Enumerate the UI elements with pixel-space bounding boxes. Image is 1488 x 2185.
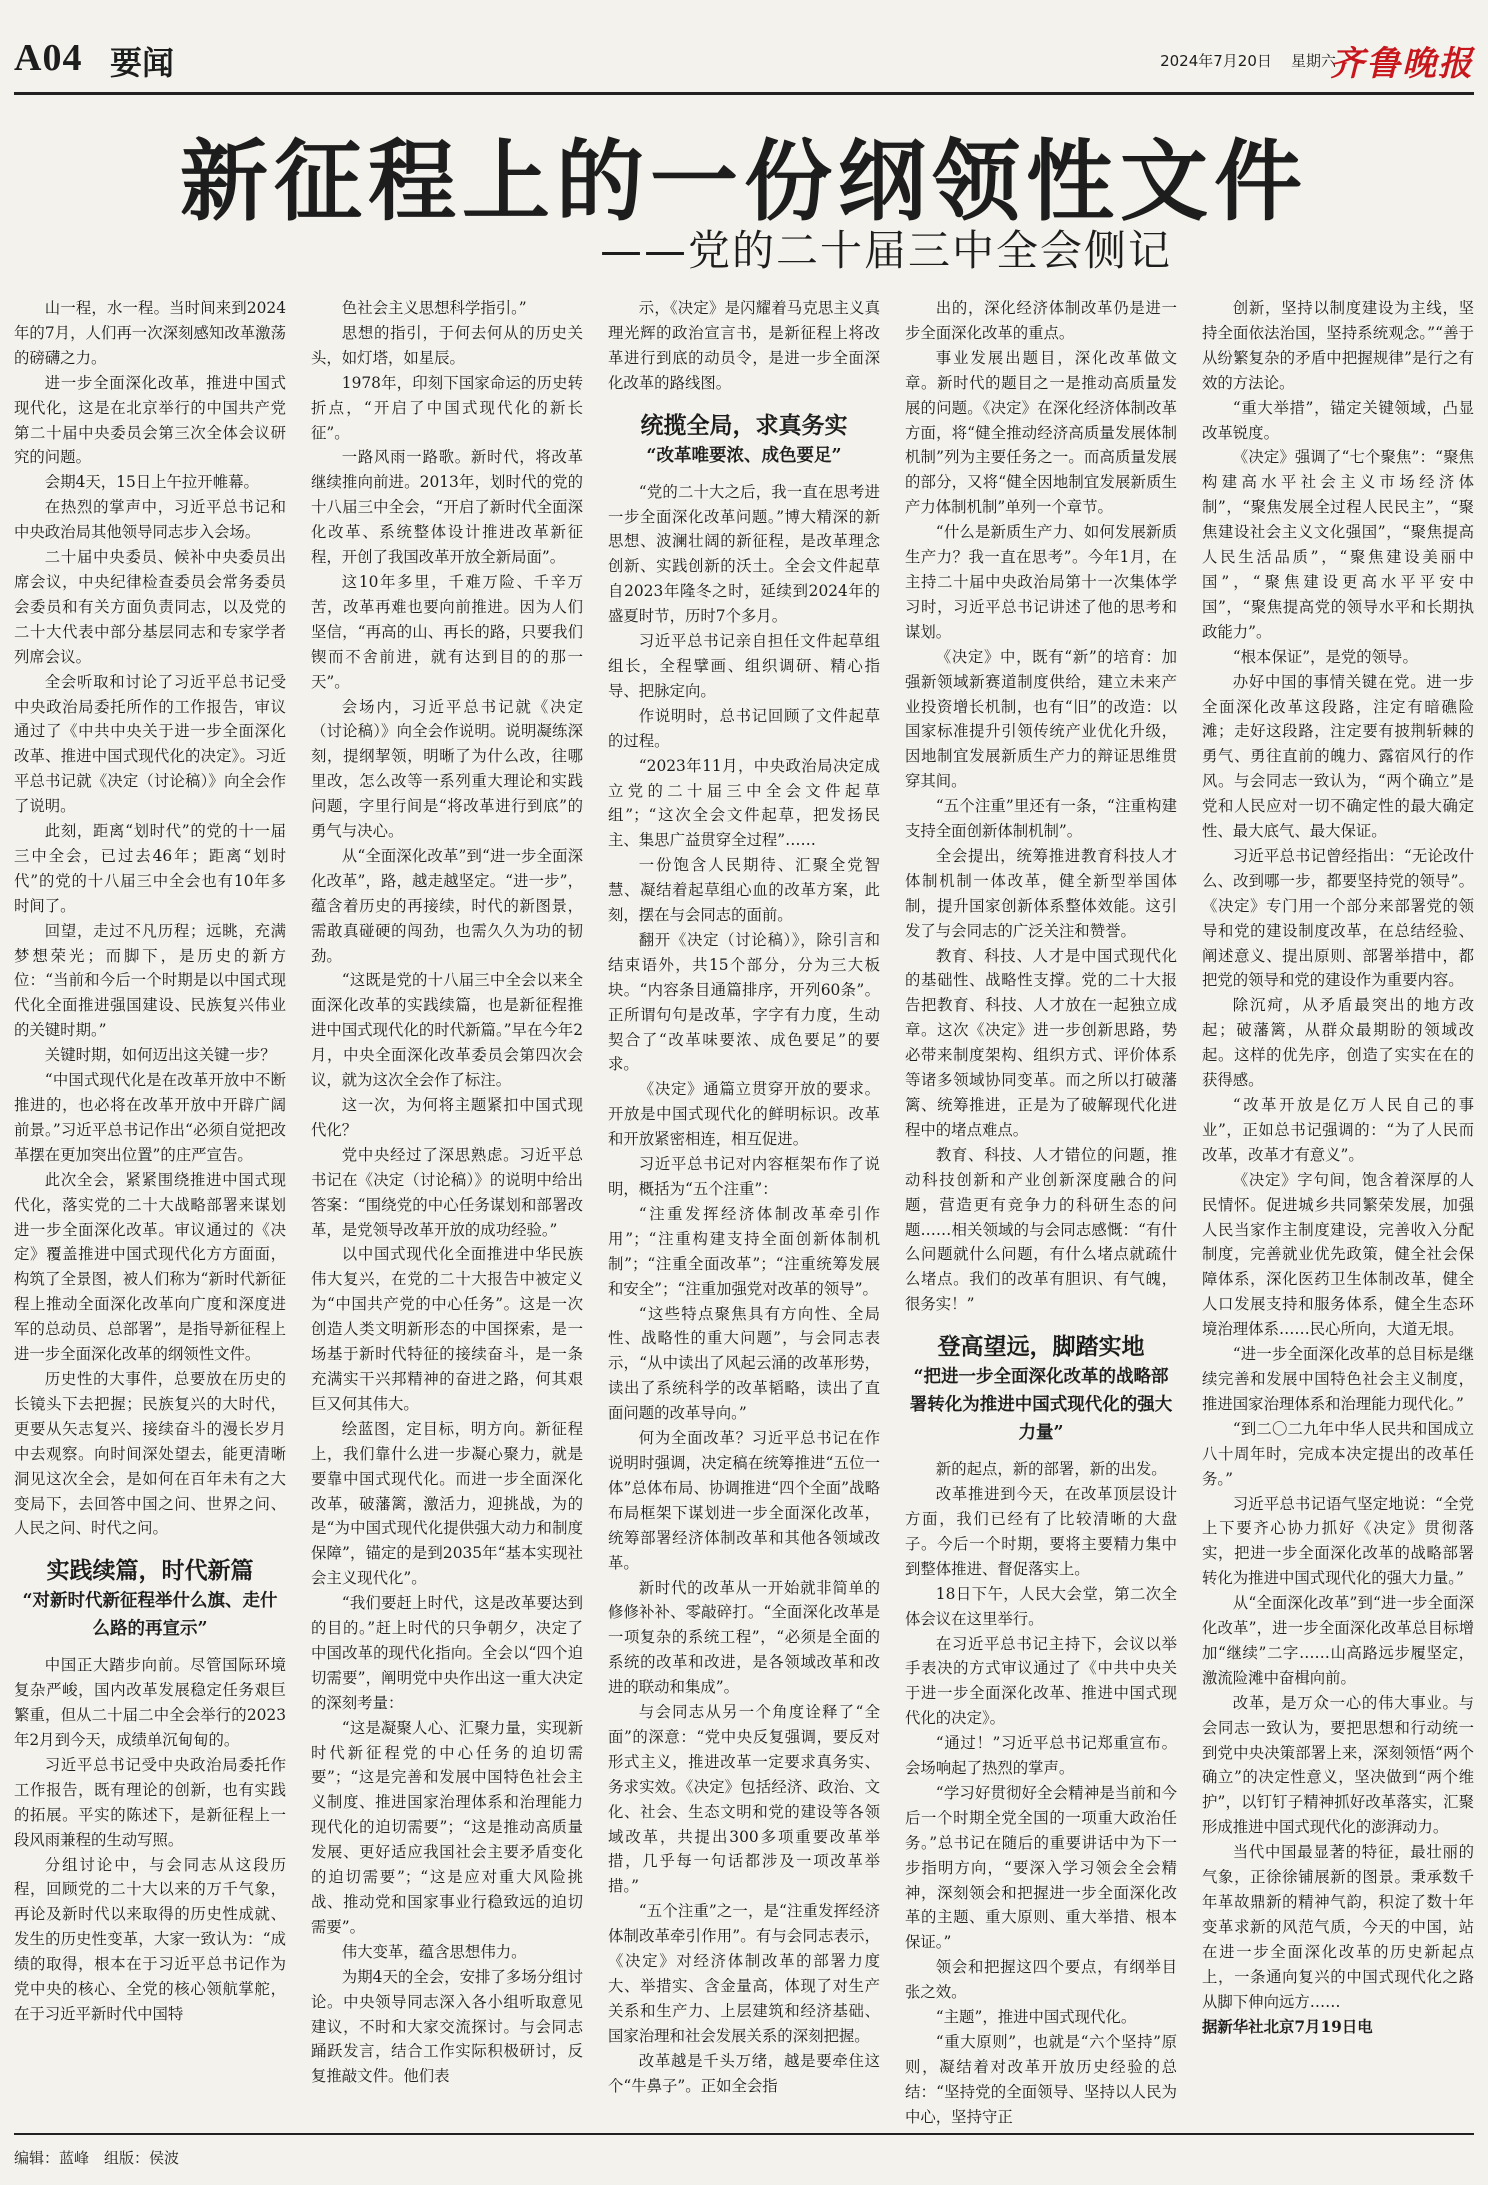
article-paragraph: 《决定》中，既有“新”的培育：加强新领域新赛道制度供给，建立未来产业投资增长机制，也有“旧”的改造：以国家标准提升引领传统产业优化升级，因地制宜发展新质生产力的辩证思维贯穿其间。: [905, 647, 1177, 791]
article-paragraph: 改革，是万众一心的伟大事业。与会同志一致认为，要把思想和行动统一到党中央决策部署上来，深刻领悟“两个确立”的决定性意义，坚决做到“两个维护”，以钉钉子精神抓好改革落实，汇聚形成推进中国式现代化的澎湃动力。: [1202, 1693, 1474, 1837]
article-paragraph: 领会和把握这四个要点，有纲举目张之效。: [905, 1958, 1177, 2002]
newspaper-logo: 齐鲁晚报: [1330, 44, 1474, 84]
article-paragraph: 在热烈的掌声中，习近平总书记和中央政治局其他领导同志步入会场。: [14, 498, 286, 542]
article-paragraph: “进一步全面深化改革的总目标是继续完善和发展中国特色社会主义制度，推进国家治理体系和治理能力现代化。”: [1202, 1345, 1474, 1413]
article-paragraph: 1978年，印刻下国家命运的历史转折点，“开启了中国式现代化的新长征”。: [311, 373, 583, 442]
article-paragraph: 新的起点，新的部署，新的出发。: [935, 1460, 1167, 1479]
article-paragraph: 这10年多里，千难万险、千辛万苦，改革再难也要向前推进。因为人们坚信，“再高的山、再长的路，只要我们锲而不舍前进，就有达到目的的那一天”。: [311, 572, 583, 691]
article-paragraph: “什么是新质生产力、如何发展新质生产力？我一直在思考”。今年1月，在主持二十届中央政治局第十一次集体学习时，习近平总书记讲述了他的思考和谋划。: [905, 523, 1177, 641]
headline-title: 新征程上的一份纲领性文件: [179, 129, 1308, 233]
article-column-3: [608, 296, 880, 2114]
article-paragraph: “中国式现代化是在改革开放中不断推进的，也必将在改革开放中开辟广阔前景。”习近平总书记作出“必须自觉把改革摆在更加突出位置”的庄严宣告。: [14, 1071, 286, 1164]
article-paragraph: 此刻，距离“划时代”的党的十一届三中全会，已过去46年；距离“划时代”的党的十八届三中全会也有10年多时间了。: [14, 822, 286, 915]
article-paragraph: 从“全面深化改革”到“进一步全面深化改革”，路，越走越坚定。“进一步”，蕴含着历史的再接续，时代的新图景，需敢真碰硬的闯劲，也需久久为功的韧劲。: [311, 846, 583, 965]
article-paragraph: 一路风雨一路歌。新时代，将改革继续推向前进。2013年，划时代的党的十八届三中全会，“开启了新时代全面深化改革、系统整体设计推进改革新征程，开创了我国改革开放全新局面”。: [311, 448, 583, 567]
article-column-4: [905, 296, 1177, 2126]
article-paragraph: 全会听取和讨论了习近平总书记受中央政治局委托所作的工作报告，审议通过了《中共中央关于进一步全面深化改革、推进中国式现代化的决定》。习近平总书记就《决定（讨论稿）》向全会作了说明。: [14, 672, 286, 816]
section-subheading: [14, 1555, 286, 1643]
subheading-quote: “改革唯要浓、成色要足”: [646, 445, 842, 466]
article-paragraph: 除沉疴，从矛盾最突出的地方改起；破藩篱，从群众最期盼的领域改起。这样的优先序，创造了实实在在的获得感。: [1202, 996, 1474, 1090]
article-paragraph: “五个注重”里还有一条，“注重构建支持全面创新体制机制”。: [905, 797, 1177, 841]
article-paragraph: 改革越是千头万绪，越是要牵住这个“牛鼻子”。正如全会指: [608, 2051, 880, 2095]
article-paragraph: 事业发展出题目，深化改革做文章。新时代的题目之一是推动高质量发展的问题。《决定》在深化经济体制改革方面，将“健全推动经济高质量发展体制机制”列为主要任务之一。而高质量发展的部分，又将“健全因地制宜发展新质生产力体制机制”单列一个章节。: [905, 348, 1177, 517]
article-paragraph: 进一步全面深化改革，推进中国式现代化，这是在北京举行的中国共产党第二十届中央委员会第三次全体会议研究的问题。: [14, 373, 286, 467]
article-paragraph: 办好中国的事情关键在党。进一步全面深化改革这段路，注定有暗礁险滩；走好这段路，注定要有披荆斩棘的勇气、勇往直前的魄力、露宿风行的作风。与会同志一致认为，“两个确立”是党和人民应对一切不确定性的最大确定性、最大底气、最大保证。: [1202, 672, 1474, 841]
issue-date: 2024年7月20日: [1160, 52, 1272, 70]
article-paragraph: 当代中国最显著的特征，最壮丽的气象，正徐徐铺展新的图景。秉承数千年革故鼎新的精神气韵，积淀了数十年变革求新的风范气质，今天的中国，站在进一步全面深化改革的历史新起点上，一条通向复兴的中国式现代化之路从脚下伸向远方……: [1202, 1843, 1474, 2011]
article-paragraph: “党的二十大之后，我一直在思考进一步全面深化改革问题。”博大精深的新思想、波澜壮阔的新征程，是改革理念创新、实践创新的沃土。全会文件起草自2023年隆冬之时，延续到2024年的盛夏时节，历时7个多月。: [608, 482, 880, 626]
article-paragraph: 何为全面改革？习近平总书记在作说明时强调，决定稿在统筹推进“五位一体”总体布局、协调推进“四个全面”战略布局框架下谋划进一步全面深化改革，统筹部署经济体制改革和其他各领域改革。: [608, 1429, 880, 1572]
article-paragraph: 中国正大踏步向前。尽管国际环境复杂严峻，国内改革发展稳定任务艰巨繁重，但从二十届二中全会举行的2023年2月到今天，成绩单沉甸甸的。: [14, 1656, 286, 1750]
article-paragraph: 思想的指引，于何去何从的历史关头，如灯塔，如星辰。: [311, 323, 583, 367]
article-paragraph: 在习近平总书记主持下，会议以举手表决的方式审议通过了《中共中央关于进一步全面深化改革、推进中国式现代化的决定》。: [905, 1634, 1177, 1728]
article-paragraph: 分组讨论中，与会同志从这段历程，回顾党的二十大以来的万千气象，再论及新时代以来取得的历史性成就、发生的历史性变革，大家一致认为：“成绩的取得，根本在于习近平总书记作为党中央的核心、全党的核心领航掌舵，在于习近平新时代中国特: [14, 1855, 286, 2023]
article-paragraph: 为期4天的全会，安排了多场分组讨论。中央领导同志深入各小组听取意见建议，不时和大家交流探讨。与会同志踊跃发言，结合工作实际积极研讨，反复推敲文件。他们表: [311, 1967, 583, 2086]
article-paragraph: “这些特点聚焦具有方向性、全局性、战略性的重大问题”，与会同志表示，“从中读出了风起云涌的改革形势，读出了系统科学的改革韬略，读出了直面问题的改革导向。”: [608, 1304, 880, 1423]
article-paragraph: 历史性的大事件，总要放在历史的长镜头下去把握；民族复兴的大时代，更要从矢志复兴、接续奋斗的漫长岁月中去观察。向时间深处望去，能更清晰洞见这次全会，是如何在百年未有之大变局下，去回答中国之问、世界之问、人民之问、时代之问。: [14, 1369, 286, 1538]
article-paragraph: 会场内，习近平总书记就《决定（讨论稿）》向全会作说明。说明凝练深刻，提纲挈领，明晰了为什么改，往哪里改，怎么改等一系列重大理论和实践问题，字里行间是“将改革进行到底”的勇气与决心。: [311, 697, 583, 841]
article-paragraph: “根本保证”，是党的领导。: [1232, 647, 1418, 666]
article-paragraph: 绘蓝图，定目标，明方向。新征程上，我们靠什么进一步凝心聚力，就是要靠中国式现代化。而进一步全面深化改革，破藩篱，激活力，迎挑战，为的是“为中国式现代化提供强大动力和制度保障”，锚定的是到2035年“基本实现社会主义现代化”。: [311, 1419, 583, 1588]
article-paragraph: 习近平总书记对内容框架布作了说明，概括为“五个注重”：: [608, 1155, 880, 1198]
article-paragraph: “这既是党的十八届三中全会以来全面深化改革的实践续篇，也是新征程推进中国式现代化的时代新篇。”早在今年2月，中央全面深化改革委员会第四次会议，就为这次全会作了标注。: [311, 971, 583, 1090]
article-paragraph: 创新，坚持以制度建设为主线，坚持全面依法治国，坚持系统观念。”“善于从纷繁复杂的矛盾中把握规律”是行之有效的方法论。: [1202, 299, 1474, 392]
article-byline: 据新华社北京7月19日电: [1202, 2017, 1373, 2036]
article-paragraph: 《决定》通篇立贯穿开放的要求。开放是中国式现代化的鲜明标识。改革和开放紧密相连，相互促进。: [608, 1080, 880, 1149]
subheading-title: 登高望远，脚踏实地: [937, 1334, 1145, 1361]
article-paragraph: 18日下午，人民大会堂，第二次全体会议在这里举行。: [905, 1584, 1177, 1628]
article-paragraph: “学习好贯彻好全会精神是当前和今后一个时期全党全国的一项重大政治任务。”总书记在随后的重要讲话中为下一步指明方向，“要深入学习领会全会精神，深刻领会和把握进一步全面深化改革的主题、重大原则、重大举措、根本保证。”: [905, 1783, 1177, 1952]
subheading-quote: “把进一步全面深化改革的战略部署转化为推进中国式现代化的强大力量”: [909, 1367, 1173, 1444]
article-paragraph: 出的，深化经济体制改革仍是进一步全面深化改革的重点。: [905, 299, 1177, 342]
dateline: [1160, 50, 1336, 71]
article-paragraph: 示，《决定》是闪耀着马克思主义真理光辉的政治宣言书，是新征程上将改革进行到底的动员令，是进一步全面深化改革的路线图。: [608, 299, 880, 392]
issue-weekday: 星期六: [1290, 52, 1336, 70]
article-column-5: [1202, 296, 1474, 2114]
article-paragraph: 以中国式现代化全面推进中华民族伟大复兴，在党的二十大报告中被定义为“中国共产党的中心任务”。这是一次创造人类文明新形态的中国探索，是一场基于新时代特征的接续奋斗，是一条充满实干兴邦精神的奋进之路，何其艰巨又何其伟大。: [311, 1245, 583, 1413]
article-paragraph: 一份饱含人民期待、汇聚全党智慧、凝结着起草组心血的改革方案，此刻，摆在与会同志的面前。: [608, 856, 880, 925]
subheading-title: 统揽全局，求真务实: [640, 412, 848, 439]
article-paragraph: 作说明时，总书记回顾了文件起草的过程。: [608, 706, 880, 750]
headline-subtitle: ——党的二十届三中全会侧记: [600, 226, 1173, 275]
article-paragraph: “到二〇二九年中华人民共和国成立八十周年时，完成本决定提出的改革任务。”: [1202, 1419, 1474, 1488]
article-paragraph: 回望，走过不凡历程；远眺，充满梦想荣光；而脚下，是历史的新方位：“当前和今后一个时期是以中国式现代化全面推进强国建设、民族复兴伟业的关键时期。”: [14, 921, 286, 1040]
article-paragraph: 色社会主义思想科学指引。”: [341, 299, 527, 317]
article-paragraph: “注重发挥经济体制改革牵引作用”；“注重构建支持全面创新体制机制”；“注重全面改革”；“注重统筹发展和安全”；“注重加强党对改革的领导”。: [608, 1204, 880, 1298]
article-body: [14, 296, 1474, 2126]
article-paragraph: 教育、科技、人才是中国式现代化的基础性、战略性支撑。党的二十大报告把教育、科技、人才放在一起独立成章。这次《决定》进一步创新思路，势必带来制度架构、组织方式、评价体系等诸多领域协同变革。而之所以打破藩篱、统筹推进，正是为了破解现代化进程中的堵点难点。: [905, 946, 1177, 1139]
article-paragraph: 与会同志从另一个角度诠释了“全面”的深意：“党中央反复强调，要反对形式主义，推进改革一定要求真务实、务求实效。《决定》包括经济、政治、文化、社会、生态文明和党的建设等各领域改革，共提出300多项重要改革举措，几乎每一句话都涉及一项改革举措。”: [608, 1703, 880, 1896]
article-paragraph: 山一程，水一程。当时间来到2024年的7月，人们再一次深刻感知改革激荡的磅礴之力。: [14, 299, 286, 367]
article-paragraph: 教育、科技、人才错位的问题，推动科技创新和产业创新深度融合的问题，营造更有竞争力的科研生态的问题……相关领域的与会同志感慨：“有什么问题就什么问题，有什么堵点就疏什么堵点。我们的改革有胆识、有气魄，很务实！”: [905, 1145, 1177, 1314]
article-paragraph: “主题”，推进中国式现代化。: [935, 2008, 1137, 2027]
article-paragraph: 《决定》字句间，饱含着深厚的人民情怀。促进城乡共同繁荣发展，加强人民当家作主制度建设，完善收入分配制度，完善就业优先政策，健全社会保障体系，深化医药卫生体制改革，健全人口发展支持和服务体系，健全生态环境治理体系……民心所向，大道无垠。: [1202, 1170, 1474, 1339]
article-paragraph: 二十届中央委员、候补中央委员出席会议，中央纪律检查委员会常务委员会委员和有关方面负责同志，以及党的二十大代表中部分基层同志和专家学者列席会议。: [14, 548, 286, 666]
masthead: [14, 36, 1474, 95]
article-paragraph: 会期4天，15日上午拉开帷幕。: [44, 473, 259, 492]
section-name: 要闻: [110, 44, 175, 82]
article-paragraph: 这一次，为何将主题紧扣中国式现代化？: [311, 1096, 583, 1139]
article-column-1: [14, 296, 286, 2114]
article-paragraph: “我们要赶上时代，这是改革要达到的目的。”赶上时代的只争朝夕，决定了中国改革的现代化指向。全会以“四个迫切需要”，阐明党中央作出这一重大决定的深刻考量：: [311, 1594, 583, 1712]
article-paragraph: 习近平总书记受中央政治局委托作工作报告，既有理论的创新，也有实践的拓展。平实的陈述下，是新征程上一段风雨兼程的生动写照。: [14, 1755, 286, 1849]
article-paragraph: “通过！”习近平总书记郑重宣布。会场响起了热烈的掌声。: [905, 1734, 1177, 1778]
article-paragraph: 此次全会，紧紧围绕推进中国式现代化，落实党的二十大战略部署来谋划进一步全面深化改革。审议通过的《决定》覆盖推进中国式现代化方方面面，构筑了全景图，被人们称为“新时代新征程上推动全面深化改革向广度和深度进军的总动员、总部署”，是指导新征程上进一步全面深化改革的纲领性文件。: [14, 1170, 286, 1364]
article-paragraph: 习近平总书记语气坚定地说：“全党上下要齐心协力抓好《决定》贯彻落实，把进一步全面深化改革的战略部署转化为推进中国式现代化的强大力量。”: [1202, 1494, 1474, 1588]
article-paragraph: 习近平总书记亲自担任文件起草组组长，全程擘画、组织调研、精心指导、把脉定向。: [608, 632, 880, 700]
article-paragraph: 习近平总书记曾经指出：“无论改什么、改到哪一步，都要坚持党的领导”。《决定》专门用一个部分来部署党的领导和党的建设制度改革，在总结经验、阐述意义、提出原则、部署举措中，都把党的领导和党的建设作为重要内容。: [1202, 846, 1474, 990]
subheading-quote: “对新时代新征程举什么旗、走什么路的再宣示”: [22, 1591, 278, 1640]
article-paragraph: “改革开放是亿万人民自己的事业”，正如总书记强调的：“为了人民而改革，改革才有意义”。: [1202, 1096, 1474, 1164]
article-column-2: [311, 296, 583, 2114]
section-subheading: [905, 1331, 1177, 1447]
page-number: A04: [14, 37, 83, 79]
article-paragraph: 新时代的改革从一开始就非简单的修修补补、零敲碎打。“全面深化改革是一项复杂的系统工程”，“必须是全面的系统的改革和改进，是各领域改革和改进的联动和集成”。: [608, 1578, 880, 1697]
subheading-title: 实践续篇，时代新篇: [46, 1558, 254, 1585]
page-footer: [14, 2133, 1474, 2175]
article-paragraph: “2023年11月，中央政治局决定成立党的二十届三中全会文件起草组”；“这次全会文件起草，把发扬民主、集思广益贯穿全过程”……: [608, 756, 880, 850]
article-paragraph: 翻开《决定（讨论稿）》，除引言和结束语外，共15个部分，分为三大板块。“内容条目通篇排序，开列60条”。正所谓句句是改革，字字有力度，生动契合了“改革味要浓、成色要足”的要求。: [608, 930, 880, 1074]
article-paragraph: 伟大变革，蕴含思想伟力。: [341, 1942, 527, 1961]
article-paragraph: 改革推进到今天，在改革顶层设计方面，我们已经有了比较清晰的大盘子。今后一个时期，要将主要精力集中到整体推进、督促落实上。: [905, 1485, 1177, 1578]
article-paragraph: “重大原则”，也就是“六个坚持”原则，凝结着对改革开放历史经验的总结：“坚持党的全面领导、坚持以人民为中心，坚持守正: [905, 2033, 1177, 2126]
article-paragraph: 《决定》强调了“七个聚焦”：“聚焦构建高水平社会主义市场经济体制”，“聚焦发展全过程人民民主”，“聚焦建设社会主义文化强国”，“聚焦提高人民生活品质”，“聚焦建设美丽中国”，“聚焦建设更高水平平安中国”，“聚焦提高党的领导水平和长期执政能力”。: [1202, 448, 1474, 641]
article-paragraph: 党中央经过了深思熟虑。习近平总书记在《决定（讨论稿）》的说明中给出答案：“围绕党的中心任务谋划和部署改革，是党领导改革开放的成功经验。”: [311, 1145, 583, 1239]
article-paragraph: 从“全面深化改革”到“进一步全面深化改革”，进一步全面深化改革总目标增加“继续”二字……山高路远步履坚定，激流险滩中奋楫向前。: [1202, 1594, 1474, 1687]
section-subheading: [608, 410, 880, 470]
article-paragraph: 全会提出，统筹推进教育科技人才体制机制一体改革，健全新型举国体制，提升国家创新体系整体效能。这引发了与会同志的广泛关注和赞誉。: [905, 846, 1177, 940]
article-paragraph: 关键时期，如何迈出这关键一步？: [44, 1046, 276, 1065]
article-paragraph: “重大举措”，锚定关键领域，凸显改革锐度。: [1202, 398, 1474, 442]
editor-credit: 编辑：蓝峰 组版：侯波: [14, 2149, 180, 2167]
article-paragraph: “五个注重”之一，是“注重发挥经济体制改革牵引作用”。有与会同志表示，《决定》对经济体制改革的部署力度大、举措实、含金量高，体现了对生产关系和生产力、上层建筑和经济基础、国家治理和社会发展关系的深刻把握。: [608, 1902, 880, 2045]
article-paragraph: “这是凝聚人心、汇聚力量，实现新时代新征程党的中心任务的迫切需要”；“这是完善和发展中国特色社会主义制度、推进国家治理体系和治理能力现代化的迫切需要”；“这是推动高质量发展、更好适应我国社会主要矛盾变化的迫切需要”；“这是应对重大风险挑战、推动党和国家事业行稳致远的迫切需要”。: [311, 1718, 583, 1936]
